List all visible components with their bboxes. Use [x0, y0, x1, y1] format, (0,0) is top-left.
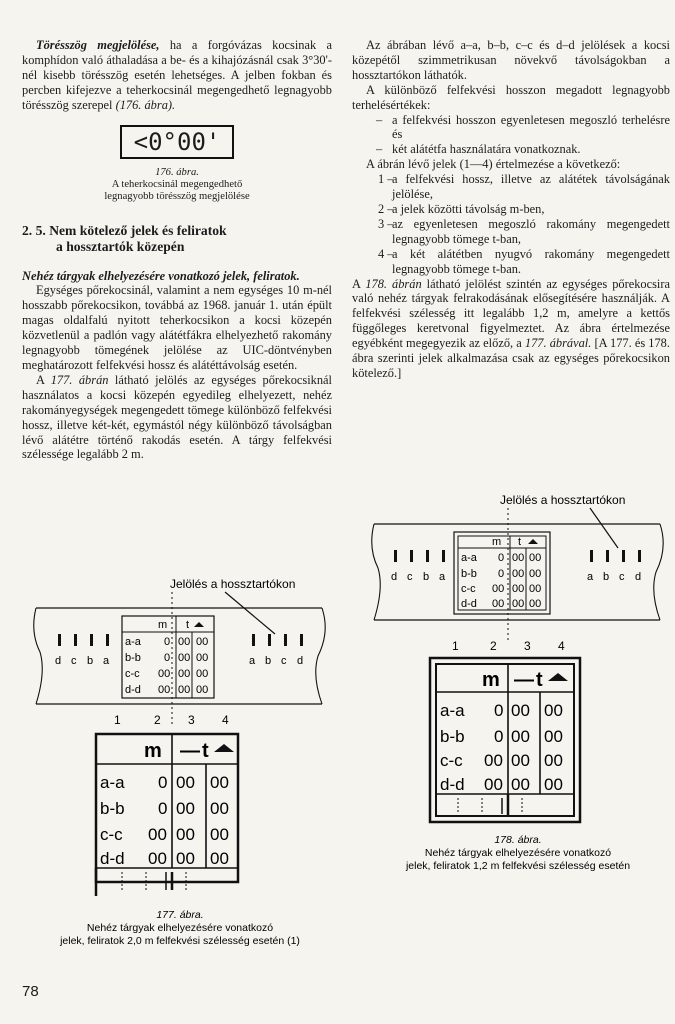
svg-text:00: 00 — [529, 598, 542, 610]
svg-text:00: 00 — [210, 849, 229, 868]
svg-text:00: 00 — [492, 598, 505, 610]
figure-177-svg — [30, 572, 330, 952]
svg-text:d-d: d-d — [125, 684, 141, 696]
right-column — [352, 38, 670, 381]
paragraph-egyseges: Egységes pőrekocsinál, valamint a nem egységes 10 m-nél hosszabb pőrekocsikon, továbbá az 1968. január 1. után épült magas oldalfalú nyitott teherkocsikon a kocsi közepén közvetlenül a padlón vagy alátétfákra elhelyezhető rakomány legnagyobb tömegének jelölése az UIC-döntvényben meghatározott felfekvési hossz és alátéttávolság esetén. — [22, 283, 332, 372]
list-item: – a felfekvési hosszon egyenletesen megoszló terhelésre és — [376, 112, 670, 142]
svg-text:a-a: a-a — [125, 636, 141, 648]
mark-label: c — [71, 655, 77, 667]
callout-line — [225, 592, 275, 634]
svg-text:a: a — [587, 571, 594, 583]
svg-text:00: 00 — [196, 652, 209, 664]
callout-numbers — [114, 713, 229, 727]
svg-text:00: 00 — [148, 825, 167, 844]
svg-text:00: 00 — [158, 668, 171, 680]
header-m: m — [144, 740, 162, 762]
lead-term: Törésszög megjelölése, — [36, 38, 160, 52]
left-column — [22, 38, 332, 462]
svg-text:00: 00 — [176, 773, 195, 792]
svg-text:—: — — [180, 740, 200, 762]
paragraph-text: A — [36, 372, 51, 387]
svg-text:0: 0 — [164, 652, 171, 664]
svg-text:1: 1 — [452, 639, 459, 653]
svg-text:0: 0 — [158, 773, 168, 792]
svg-text:00: 00 — [512, 552, 525, 564]
list-item: – két alátétfa használatára vonatkoznak. — [376, 142, 581, 157]
header-t: t — [186, 619, 190, 631]
svg-text:c-c: c-c — [100, 825, 123, 844]
paragraph-text: látható jelölés az egységes pőrekocsiknál használatos a kocsi közepén egyedileg elhelyezett, nehéz rakományegységek megengedett tömege különböző felfekvési hossz, illetve két-két, egymástól négy különböző távolságban lévő alátétre történő rakodás esetén. A tárgy felfekvési szélessége legalább 2 m. — [22, 372, 333, 462]
break-line-left — [34, 608, 43, 704]
svg-text:00: 00 — [544, 701, 563, 720]
svg-text:c: c — [407, 571, 413, 583]
svg-text:00: 00 — [148, 849, 167, 868]
svg-text:b-b: b-b — [100, 799, 125, 818]
svg-text:00: 00 — [511, 775, 530, 794]
svg-text:00: 00 — [210, 773, 229, 792]
svg-text:d-d: d-d — [461, 598, 477, 610]
svg-text:b: b — [423, 571, 430, 583]
svg-text:00: 00 — [492, 583, 505, 595]
svg-text:0: 0 — [498, 568, 505, 580]
svg-text:0: 0 — [158, 799, 168, 818]
paragraph-tores-szog — [22, 38, 332, 113]
figure-176-caption: A teherkocsinál megengedhető legnagyobb törésszög megjelölése — [104, 178, 250, 202]
svg-text:a-a: a-a — [440, 701, 465, 720]
break-line-left — [372, 524, 381, 620]
figure-177-caption-line1: Nehéz tárgyak elhelyezésére vonatkozó — [86, 922, 274, 934]
figure-reference: 177. ábrán — [50, 372, 109, 387]
mark-label: d — [55, 655, 62, 667]
svg-text:00: 00 — [196, 684, 209, 696]
paragraph-ertelmezes: A ábrán lévő jelek (1—4) értelmezése a következő: — [366, 157, 621, 172]
list-item: 1 – a felfekvési hossz, illetve az alátétek távolságának jelölése, — [378, 172, 670, 202]
svg-text:00: 00 — [210, 825, 229, 844]
svg-text:m: m — [492, 536, 502, 548]
mark-label: d — [297, 655, 304, 667]
svg-text:2: 2 — [490, 639, 497, 653]
callout-line — [590, 508, 618, 548]
left-marks — [55, 634, 110, 667]
break-line-right — [316, 608, 325, 704]
svg-text:00: 00 — [210, 799, 229, 818]
svg-text:d-d: d-d — [100, 849, 125, 868]
svg-text:c: c — [619, 571, 625, 583]
svg-text:2: 2 — [154, 713, 161, 727]
figure-reference: 178. ábrán — [365, 276, 422, 291]
svg-text:00: 00 — [512, 598, 525, 610]
svg-text:0: 0 — [494, 727, 504, 746]
subheading: Nehéz tárgyak elhelyezésére vonatkozó jelek, feliratok. — [22, 268, 300, 283]
large-sign-table — [430, 658, 580, 822]
svg-text:c-c: c-c — [461, 583, 476, 595]
svg-text:d: d — [391, 571, 398, 583]
paragraph-178: A 178. ábrán látható jelölést szintén az egységes pőrekocsira való nehéz tárgyak felrakodásának elősegítésére használják. A felfekvési szélesség itt legalább 1,2 m, amelyre a kettős függőleges keretvonal figyelmeztet. Az ábra értelmezése egyébként megegyezik az előző, a 177. ábrával. [A 177. és 178. ábra szerinti jelek alkalmazása csak az egységes pőrekocsikon kötelező.] — [352, 276, 670, 380]
svg-text:00: 00 — [544, 727, 563, 746]
callout-label: Jelölés a hossztartókon — [170, 577, 296, 591]
svg-text:3: 3 — [524, 639, 531, 653]
svg-text:3: 3 — [188, 713, 195, 727]
header-m: m — [158, 619, 168, 631]
svg-text:00: 00 — [178, 636, 191, 648]
dash-list — [352, 113, 670, 158]
callout-label: Jelölés a hossztartókon — [500, 493, 626, 507]
svg-text:00: 00 — [178, 652, 191, 664]
svg-text:a-a: a-a — [461, 552, 477, 564]
svg-text:00: 00 — [529, 568, 542, 580]
svg-text:b-b: b-b — [440, 727, 465, 746]
large-sign-table — [96, 734, 238, 896]
svg-text:00: 00 — [484, 751, 503, 770]
svg-text:00: 00 — [196, 636, 209, 648]
svg-text:00: 00 — [178, 668, 191, 680]
svg-text:0: 0 — [498, 552, 505, 564]
paragraph-177 — [22, 373, 332, 462]
mark-label: a — [249, 655, 256, 667]
svg-text:0: 0 — [494, 701, 504, 720]
right-marks — [249, 634, 303, 667]
break-line-right — [654, 524, 663, 620]
svg-text:1: 1 — [114, 713, 121, 727]
small-sign-table — [122, 616, 214, 698]
svg-text:—: — — [514, 669, 534, 691]
svg-text:00: 00 — [176, 849, 195, 868]
numbered-list — [352, 172, 670, 276]
figure-178-caption-line1: Nehéz tárgyak elhelyezésére vonatkozó — [424, 847, 612, 859]
svg-text:00: 00 — [512, 583, 525, 595]
svg-text:d: d — [635, 571, 642, 583]
svg-text:m: m — [482, 669, 500, 691]
svg-text:b: b — [603, 571, 610, 583]
figure-reference: 177. ábrával. — [524, 336, 592, 351]
right-marks — [587, 550, 641, 583]
svg-text:00: 00 — [196, 668, 209, 680]
svg-text:00: 00 — [511, 727, 530, 746]
figure-178-caption-line2: jelek, feliratok 1,2 m felfekvési szélesség esetén — [405, 860, 631, 872]
svg-text:00: 00 — [176, 799, 195, 818]
callout-numbers — [452, 639, 565, 653]
svg-text:00: 00 — [544, 751, 563, 770]
mark-label: a — [103, 655, 110, 667]
mark-label: b — [265, 655, 272, 667]
angle-sign-text: <0°00' — [133, 127, 221, 156]
header-t: t — [202, 740, 209, 762]
paragraph-jelolesek: Az ábrában lévő a–a, b–b, c–c és d–d jelölések a kocsi közepétől szimmetrikusan növekvő távolságokban a hossztartókon láthatók. — [352, 38, 670, 82]
section-heading-line2: a hossztartók közepén — [56, 238, 185, 254]
svg-text:t: t — [536, 669, 543, 691]
figure-178-svg — [368, 488, 668, 878]
svg-text:00: 00 — [511, 701, 530, 720]
svg-text:00: 00 — [544, 775, 563, 794]
left-marks — [391, 550, 446, 583]
list-item: 2 – a jelek közötti távolság m-ben, — [378, 201, 545, 216]
svg-text:00: 00 — [529, 583, 542, 595]
figure-176-number: 176. ábra. — [155, 166, 199, 178]
svg-text:b-b: b-b — [125, 652, 141, 664]
svg-text:b-b: b-b — [461, 568, 477, 580]
svg-text:c-c: c-c — [125, 668, 140, 680]
paragraph-terheles: A különböző felfekvési hosszon megadott legnagyobb terhelésértékek: — [352, 82, 670, 112]
page-number: 78 — [22, 983, 39, 1000]
svg-text:00: 00 — [529, 552, 542, 564]
list-item: 4 – a két alátétben nyugvó rakomány megengedett legnagyobb tömege t-ban. — [378, 246, 670, 276]
svg-text:00: 00 — [484, 775, 503, 794]
angle-sign-box — [120, 125, 234, 159]
figure-177-caption-line2: jelek, feliratok 2,0 m felfekvési szélesség esetén (1) — [60, 935, 300, 947]
svg-text:a-a: a-a — [100, 773, 125, 792]
figure-178 — [368, 488, 668, 878]
svg-text:a: a — [439, 571, 446, 583]
svg-text:t: t — [518, 536, 522, 548]
figure-reference: (176. ábra). — [115, 97, 176, 112]
svg-text:0: 0 — [164, 636, 171, 648]
figure-178-number: 178. ábra. — [494, 834, 542, 846]
list-item: 3 – az egyenletesen megoszló rakomány megengedett legnagyobb tömege t-ban, — [378, 216, 670, 246]
mark-label: b — [87, 655, 94, 667]
svg-text:c-c: c-c — [440, 751, 463, 770]
svg-text:00: 00 — [158, 684, 171, 696]
svg-text:d-d: d-d — [440, 775, 465, 794]
paragraph-text: ha a forgóvázas kocsinak a komphídon való áthaladása a be- és a kihajózásnál csak 3°30'-nél kisebb törésszög esetén lehetséges. A jelben fokban és percben kifejezve a teherkocsinál megengedhető legnagyobb törésszög szerepel — [22, 38, 332, 112]
svg-text:00: 00 — [178, 684, 191, 696]
svg-text:00: 00 — [512, 568, 525, 580]
section-heading: 2. 5. Nem kötelező jelek és feliratok — [22, 222, 227, 238]
figure-177 — [30, 572, 330, 952]
svg-text:4: 4 — [558, 639, 565, 653]
small-sign-table — [454, 532, 550, 614]
svg-text:00: 00 — [511, 751, 530, 770]
mark-label: c — [281, 655, 287, 667]
figure-177-number: 177. ábra. — [156, 909, 204, 921]
svg-text:00: 00 — [176, 825, 195, 844]
svg-text:4: 4 — [222, 713, 229, 727]
